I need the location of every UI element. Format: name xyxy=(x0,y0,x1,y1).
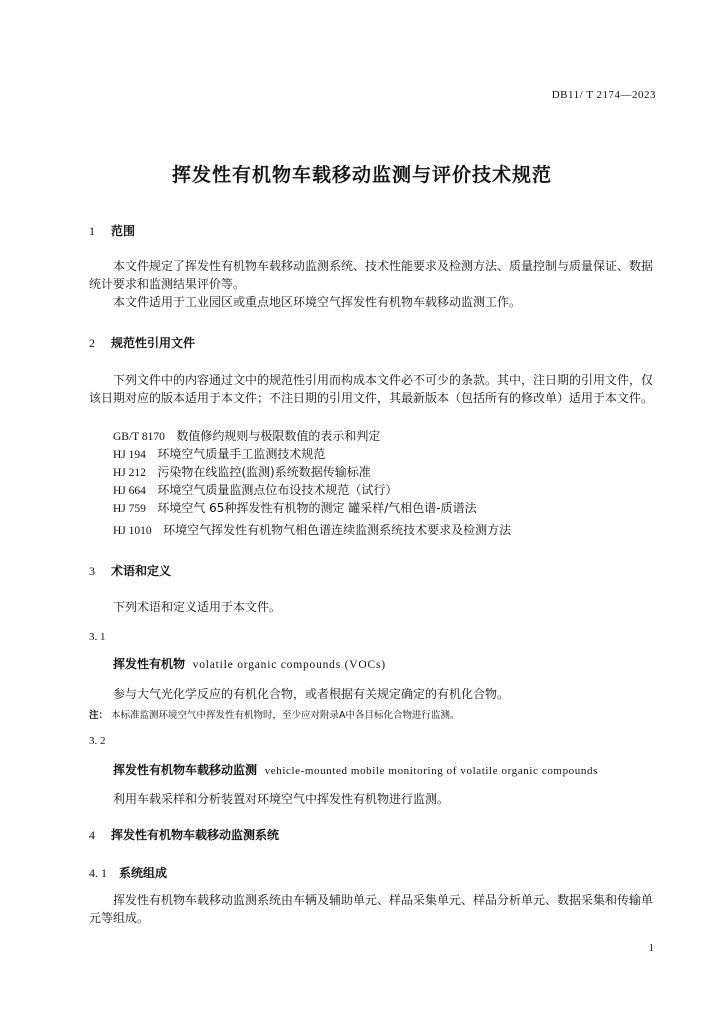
subsection-number: 4. 1 xyxy=(89,866,107,880)
section-title: 范围 xyxy=(111,224,136,238)
reference-item xyxy=(113,463,371,482)
section-4-heading xyxy=(89,826,279,843)
section-number: 4 xyxy=(89,828,95,842)
standard-number: DB11/ T 2174—2023 xyxy=(551,89,656,101)
section-number: 1 xyxy=(89,224,95,238)
normative-references-intro: 下列文件中的内容通过文中的规范性引用而构成本文件必不可少的条款。其中，注日期的引用文件，仅该日期对应的版本适用于本文件；不注日期的引用文件，其最新版本（包括所有的修改单）适用于本文件。 xyxy=(89,373,654,405)
reference-code: HJ 664 xyxy=(113,485,146,497)
note-text: 本标准监测环境空气中挥发性有机物时，至少应对附录A中各目标化合物进行监测。 xyxy=(111,710,460,721)
section-number: 3 xyxy=(89,564,95,578)
term-name: 挥发性有机物 xyxy=(113,657,186,671)
section-3-heading xyxy=(89,562,171,579)
terms-intro: 下列术语和定义适用于本文件。 xyxy=(113,600,282,614)
section-title: 挥发性有机物车载移动监测系统 xyxy=(111,828,280,842)
section-1-heading xyxy=(89,222,135,239)
reference-item xyxy=(113,427,380,446)
reference-title: 环境空气 65种挥发性有机物的测定 罐采样/气相色谱-质谱法 xyxy=(157,501,477,515)
page-number: 1 xyxy=(648,942,654,954)
note-label: 注： xyxy=(89,710,109,721)
term-english: vehicle-mounted mobile monitoring of volatile organic compounds xyxy=(264,765,598,777)
term-number: 3. 1 xyxy=(89,631,106,643)
reference-title: 环境空气质量监测点位布设技术规范（试行） xyxy=(157,483,398,497)
subsection-4-1-heading xyxy=(89,864,167,881)
subsection-title: 系统组成 xyxy=(119,866,168,880)
scope-paragraph-1: 本文件规定了挥发性有机物车载移动监测系统、技术性能要求及检测方法、质量控制与质量保证、数据统计要求和监测结果评价等。 xyxy=(89,259,654,291)
system-composition-paragraph: 挥发性有机物车载移动监测系统由车辆及辅助单元、样品采集单元、样品分析单元、数据采集和传输单元等组成。 xyxy=(89,893,654,925)
term-definition: 利用车载采样和分析装置对环境空气中挥发性有机物进行监测。 xyxy=(113,792,450,806)
reference-item xyxy=(113,521,511,540)
reference-code: HJ 194 xyxy=(113,449,146,461)
reference-item xyxy=(113,499,477,518)
reference-title: 环境空气挥发性有机物气相色谱连续监测系统技术要求及检测方法 xyxy=(163,523,512,537)
reference-title: 污染物在线监控(监测)系统数据传输标准 xyxy=(157,465,371,479)
term-definition: 参与大气光化学反应的有机化合物，或者根据有关规定确定的有机化合物。 xyxy=(113,687,510,701)
term-english: volatile organic compounds (VOCs) xyxy=(192,659,386,671)
term-entry xyxy=(113,655,386,672)
term-note xyxy=(89,707,460,721)
reference-code: HJ 759 xyxy=(113,503,146,515)
section-number: 2 xyxy=(89,336,95,350)
term-number: 3. 2 xyxy=(89,735,106,747)
section-2-heading xyxy=(89,334,195,351)
section-title: 术语和定义 xyxy=(111,564,172,578)
reference-item xyxy=(113,445,325,464)
reference-code: HJ 212 xyxy=(113,467,146,479)
reference-code: HJ 1010 xyxy=(113,525,152,537)
reference-item xyxy=(113,481,397,500)
scope-paragraph-2: 本文件适用于工业园区或重点地区环境空气挥发性有机物车载移动监测工作。 xyxy=(113,295,522,309)
reference-title: 环境空气质量手工监测技术规范 xyxy=(157,447,326,461)
reference-title: 数值修约规则与极限数值的表示和判定 xyxy=(176,429,381,443)
term-name: 挥发性有机物车载移动监测 xyxy=(113,763,258,777)
term-entry xyxy=(113,761,598,778)
section-title: 规范性引用文件 xyxy=(111,336,196,350)
reference-code: GB/T 8170 xyxy=(113,431,165,443)
document-title: 挥发性有机物车载移动监测与评价技术规范 xyxy=(171,164,552,186)
